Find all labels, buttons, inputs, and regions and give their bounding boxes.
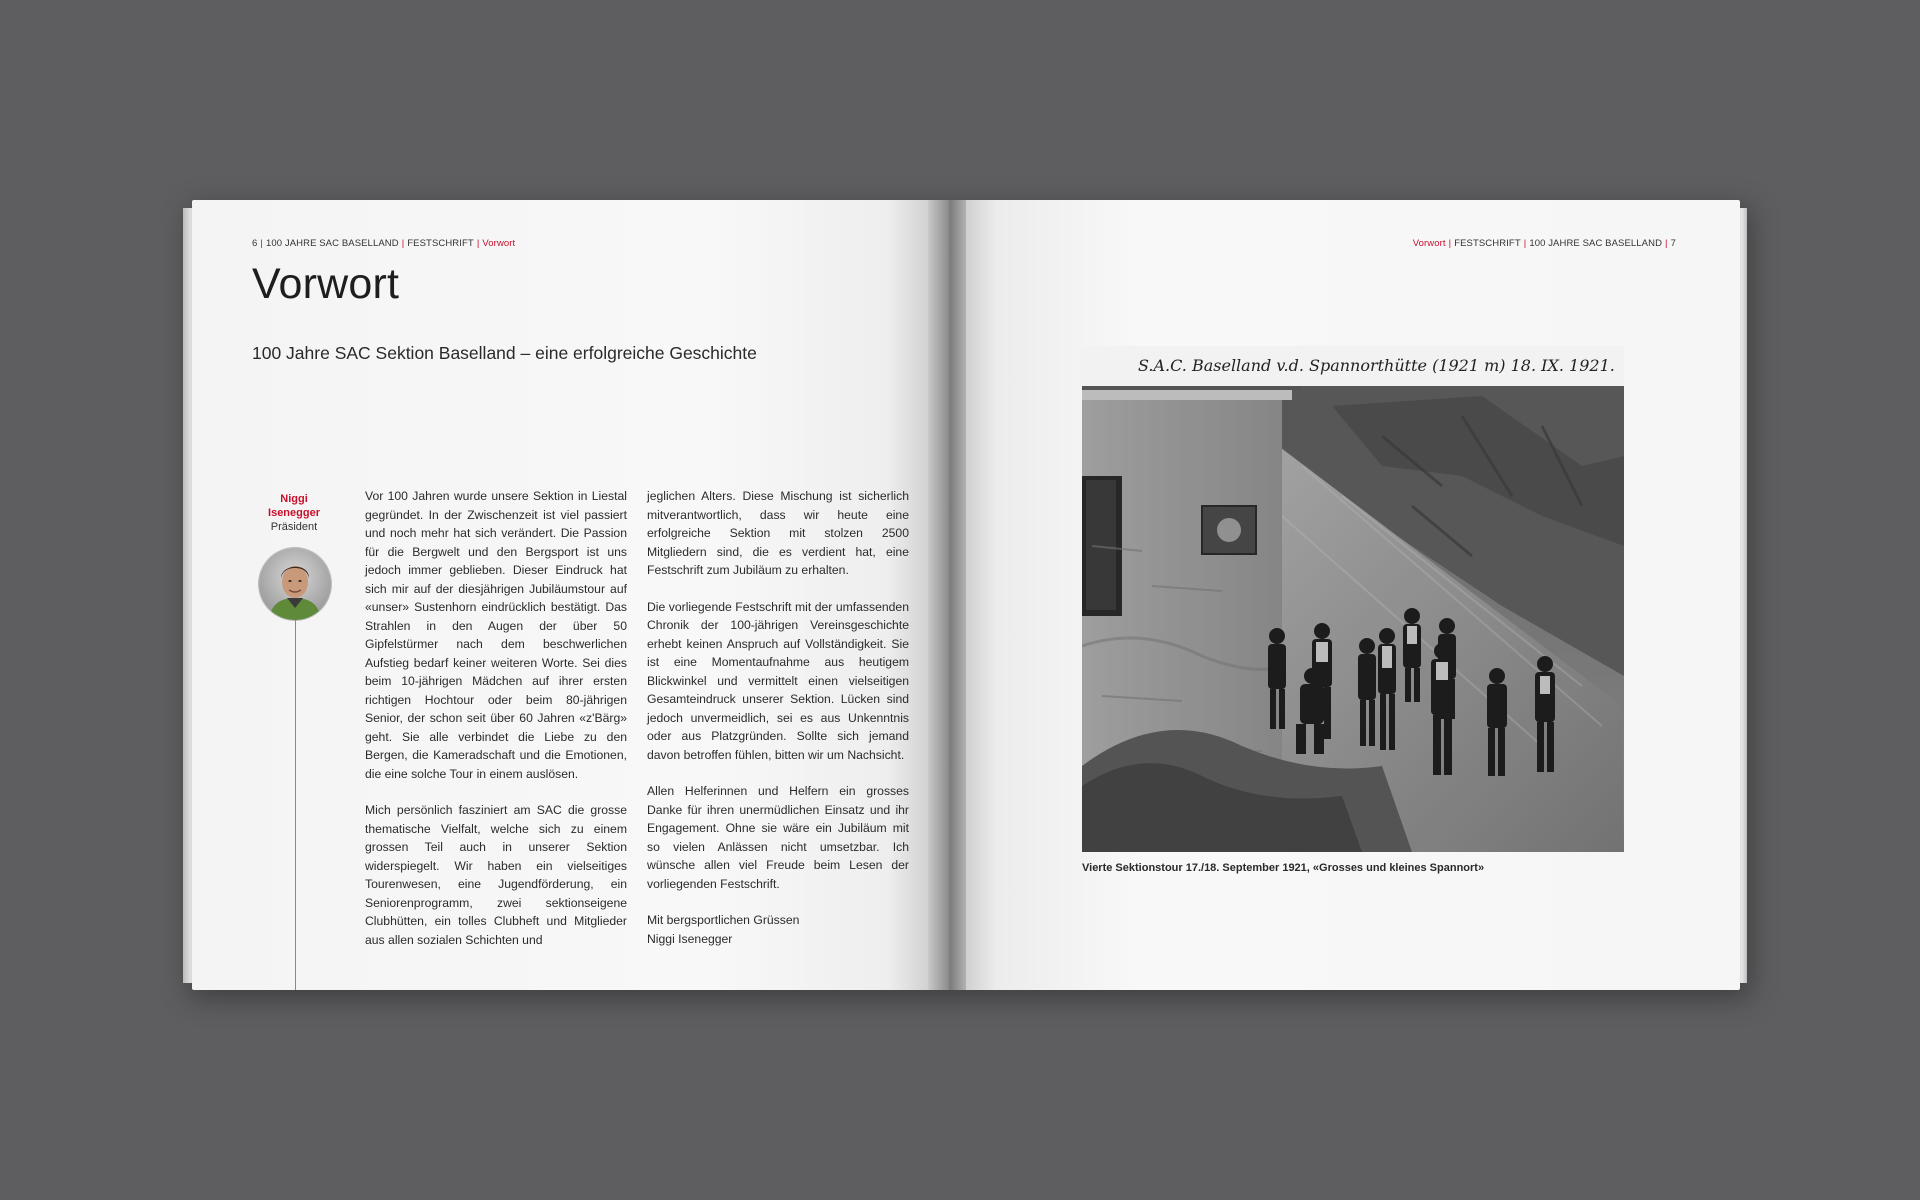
book-spine — [928, 200, 970, 990]
paragraph: Mich persönlich fasziniert am SAC die grosse thematische Vielfalt, welche sich zu einem grossen Teil auch in unserer Sektion widerspiegelt. Wir haben ein vielseitiges Tourenwesen, eine Jugendförderung, ein Seniorenprogramm, zwei sektionseigene Clubhütten, ein tolles Clubheft und Mitglieder aus allen sozialen Schichten und — [365, 803, 627, 947]
text-column-1 — [365, 487, 627, 967]
author-portrait — [259, 548, 331, 620]
historic-photo — [1082, 346, 1624, 852]
historic-group-photo-icon — [1082, 346, 1624, 852]
running-head-right: Vorwort | FESTSCHRIFT | 100 JAHRE SAC BASELLAND | 7 — [1412, 238, 1676, 249]
left-page — [192, 200, 932, 990]
part-label: FESTSCHRIFT — [1454, 238, 1521, 249]
page-number: 7 — [1670, 238, 1676, 249]
section-label: Vorwort — [482, 238, 516, 249]
right-page — [966, 200, 1740, 990]
paragraph: Allen Helferinnen und Helfern ein grosses Danke für ihren unermüdlichen Einsatz und ihr Engagement. Ohne sie wäre ein Jubiläum mit so vielen Anlässen nicht umsetzbar. Ich wünsche allen viel Freude beim Lesen der vorliegenden Festschrift. — [647, 784, 909, 891]
running-head-left: 6 | 100 JAHRE SAC BASELLAND | FESTSCHRIFT | Vorwort — [252, 238, 516, 249]
book-title: 100 JAHRE SAC BASELLAND — [1529, 238, 1663, 249]
paragraph: Vor 100 Jahren wurde unsere Sektion in Liestal gegründet. In der Zwischenzeit ist viel passiert und noch mehr hat sich verändert. Die Passion für die Bergwelt und den Bergsport ist uns jedoch immer geblieben. Dieser Eindruck hat sich mir auf der diesjährigen Jubiläumstour auf «unser» Sustenhorn eindrücklich bestätigt. Das Strahlen in den Augen der über 50 Gipfelstürmer nach dem beschwerlichen Aufstieg bedarf keiner weiteren Worte. Sei dies beim 10-jährigen Mädchen auf ihrer ersten richtigen Hochtour oder beim 80-jährigen Senior, der schon seit über 60 Jahren «z'Bärg» geht. Sie alle verbindet die Liebe zu den Bergen, die Kameradschaft und die Emotionen, die eine solche Tour in einem auslösen. — [365, 489, 627, 781]
author-role: Präsident — [270, 521, 318, 533]
page-subtitle: 100 Jahre SAC Sektion Baselland – eine erfolgreiche Geschichte — [252, 343, 757, 363]
page-title: Vorwort — [252, 260, 400, 308]
photo-caption: Vierte Sektionstour 17./18. September 1921, «Grosses und kleines Spannort» — [1082, 862, 1485, 874]
book-title: 100 JAHRE SAC BASELLAND — [265, 238, 399, 249]
author-last-name: Isenegger — [268, 507, 320, 519]
page-number: 6 — [252, 238, 258, 249]
portrait-icon — [259, 548, 331, 620]
author-block — [256, 492, 332, 534]
closing-line: Mit bergsportlichen Grüssen — [647, 913, 800, 927]
author-first-name: Niggi — [280, 493, 308, 505]
paragraph: jeglichen Alters. Diese Mischung ist sicherlich mitverantwortlich, dass wir heute eine erfolgreiche Sektion mit stolzen 2500 Mitgliedern sind, die es verdient hat, eine Festschrift zum Jubiläum zu erhalten. — [647, 489, 909, 577]
photo-handwritten-label: S.A.C. Baselland v.d. Spannorthütte (1921 m) 18. IX. 1921. — [1082, 346, 1624, 386]
text-column-2 — [647, 487, 909, 966]
section-label: Vorwort — [1412, 238, 1446, 249]
author-rule — [295, 620, 296, 990]
paragraph: Die vorliegende Festschrift mit der umfassenden Chronik der 100-jährigen Vereinsgeschichte erhebt keinen Anspruch auf Vollständigkeit. Sie ist eine Momentaufnahme aus heutigem Blickwinkel und vermittelt einen vielseitigen Gesamteindruck unserer Sektion. Lücken sind jedoch unvermeidlich, sei es aus Unkenntnis oder aus Platzgründen. Sollte sich jemand davon betroffen fühlen, bitten wir um Nachsicht. — [647, 599, 909, 762]
signature: Niggi Isenegger — [647, 931, 733, 946]
part-label: FESTSCHRIFT — [407, 238, 474, 249]
